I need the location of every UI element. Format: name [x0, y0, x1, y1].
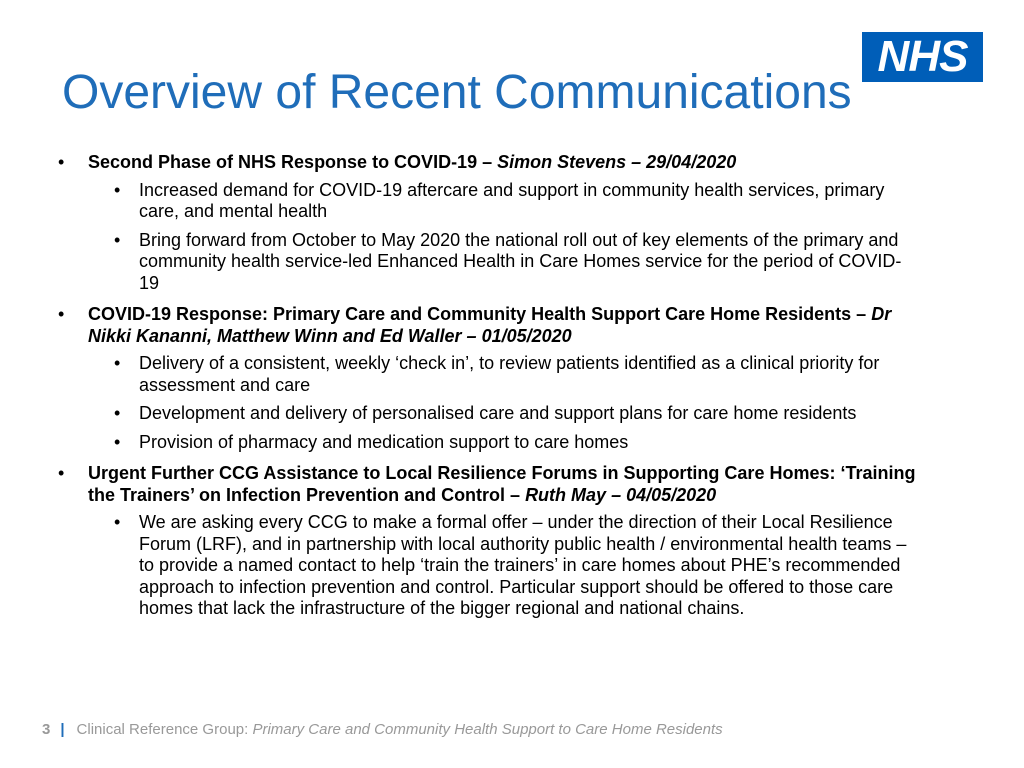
- footer-separator: |: [60, 721, 65, 738]
- sub-list: [88, 180, 918, 295]
- sub-item: [88, 230, 918, 295]
- sub-item: [88, 180, 918, 223]
- list-item: [58, 463, 918, 620]
- bullet-icon: •: [114, 179, 121, 200]
- sub-list: [88, 512, 918, 620]
- bullet-icon: •: [58, 304, 65, 324]
- page-number: 3: [42, 721, 51, 738]
- sub-item: [88, 403, 918, 425]
- list-item: [58, 304, 918, 453]
- bullet-icon: •: [114, 512, 121, 532]
- footer: [42, 720, 723, 740]
- sub-item-text: Bring forward from October to May 2020 the national roll out of key elements of the primary and community health service-led Enhanced Health in Care Homes service for the period of COVID-19: [139, 229, 902, 293]
- bullet-icon: •: [114, 431, 121, 452]
- bullet-icon: •: [58, 152, 65, 172]
- sub-item-text: Delivery of a consistent, weekly ‘check in’, to review patients identified as a clinical priority for assessment and care: [139, 353, 880, 395]
- sub-item: [88, 512, 918, 620]
- item-heading-text: Urgent Further CCG Assistance to Local Resilience Forums in Supporting Care Homes: ‘Training the Trainers’ on Infection Prevention and Control –: [88, 463, 916, 505]
- sub-item-text: Increased demand for COVID-19 aftercare and support in community health services, primary care, and mental health: [139, 179, 885, 221]
- item-heading: [88, 152, 918, 174]
- bullet-icon: •: [58, 463, 65, 483]
- sub-item: [88, 432, 918, 454]
- sub-item-text: Development and delivery of personalised care and support plans for care home residents: [139, 403, 857, 423]
- item-heading: [88, 463, 918, 506]
- footer-label: Clinical Reference Group:: [76, 721, 253, 738]
- sub-item-text: Provision of pharmacy and medication support to care homes: [139, 431, 629, 452]
- item-heading-text: COVID-19 Response: Primary Care and Community Health Support Care Home Residents –: [88, 304, 872, 324]
- bullet-icon: •: [114, 229, 121, 250]
- item-author: Ruth May – 04/05/2020: [525, 484, 717, 505]
- item-heading: [88, 304, 918, 347]
- list-item: [58, 152, 918, 294]
- sub-list: [88, 353, 918, 453]
- communications-list: [58, 152, 918, 630]
- nhs-logo: NHS: [862, 32, 983, 82]
- item-author: Simon Stevens – 29/04/2020: [497, 152, 737, 172]
- sub-item-text: We are asking every CCG to make a formal offer – under the direction of their Local Resilience Forum (LRF), and in partnership with local authority public health / environmental health teams – to provide a named contact to help ‘train the trainers’ in care homes about PHE’s recommended approach to infection prevention and control. Particular support should be offered to those care homes that lack the infrastructure of the bigger regional and national chains.: [139, 512, 907, 618]
- bullet-icon: •: [114, 353, 121, 373]
- item-heading-text: Second Phase of NHS Response to COVID-19 –: [88, 152, 498, 172]
- item-author: Dr Nikki Kananni, Matthew Winn and Ed Waller – 01/05/2020: [88, 304, 892, 346]
- page-title: Overview of Recent Communications: [62, 66, 852, 119]
- bullet-icon: •: [114, 403, 121, 423]
- sub-item: [88, 353, 918, 396]
- footer-subtitle: Primary Care and Community Health Support to Care Home Residents: [252, 721, 723, 738]
